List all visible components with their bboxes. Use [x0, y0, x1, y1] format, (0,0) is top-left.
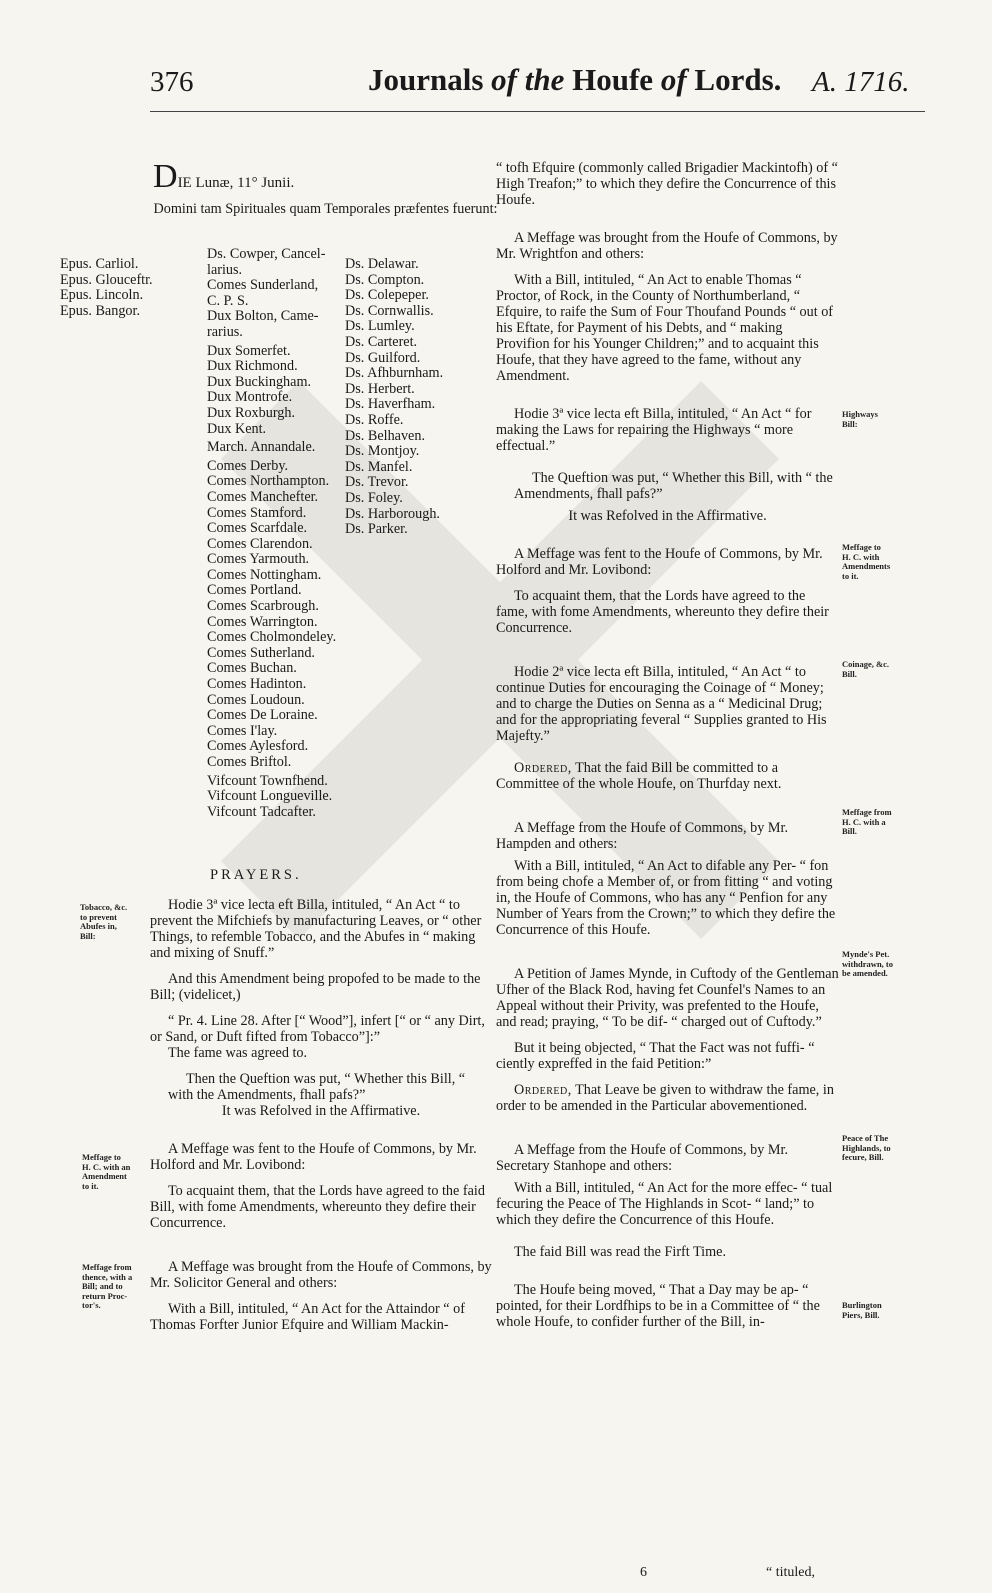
peer-name: Dux Kent. [207, 420, 267, 437]
baron-name: Ds. Manfel. [345, 458, 413, 475]
baron-name: Ds. Haverfham. [345, 396, 436, 413]
peer-name: Comes Sunderland, [207, 277, 319, 294]
tobacco-agreed: The fame was agreed to. [168, 1045, 308, 1061]
peer-name: Comes Briftol. [207, 754, 292, 770]
margin-note-line: Meffage to [842, 542, 881, 552]
highways-resolved: It was Refolved in the Affirmative. [568, 508, 767, 524]
peer-name: Dux Somerfet. [207, 342, 291, 359]
tobacco-amendment: And this Amendment being propofed to be made to the Bill; (videlicet,) [150, 971, 481, 1003]
baron-name: Ds. Cornwallis. [345, 302, 434, 319]
message-sent-1-text: To acquaint them, that the Lords have agreed to the faid Bill, with fome Amendments, whereunto they defire their Concurrence. [150, 1183, 485, 1231]
baron-name: Ds. Compton. [345, 271, 425, 288]
margin-note-line: H. C. with [842, 551, 880, 562]
pension-bill: With a Bill, intituled, “ An Act to difable any Per- “ fon from being chofe a Member of, or from fitting “ and voting in, the Houfe of Commons, who has any “ Penfion for any Number of Years from the Crown;” to which they defire the Concurrence of this Houfe. [496, 858, 836, 938]
left-column [150, 897, 492, 1333]
bishop-name: Epus. Lincoln. [60, 287, 144, 304]
coinage-bill-reading: Hodie 2ª vice lecta eft Billa, intituled, “ An Act “ to continue Duties for encouraging the Coinage of “ Money; and to charge the Duties on Senna as a “ Medicinal Drug; and for the appropriating feveral “ Supplies granted to His Majefty.” [496, 664, 827, 744]
peer-name: Vifcount Townfhend. [207, 772, 328, 789]
baron-name: Ds. Harborough. [345, 505, 440, 522]
margin-note-line: Highlands, to [842, 1142, 891, 1153]
margin-note-line: Abufes in, [80, 921, 117, 931]
peer-name: Dux Roxburgh. [207, 404, 296, 421]
peer-name: rarius. [207, 323, 243, 340]
margin-note-line: to it. [82, 1180, 99, 1191]
margin-note-line: Bill: [842, 418, 858, 429]
margin-note-peace [842, 1134, 891, 1163]
peer-name: Comes Portland. [207, 582, 302, 599]
highlands-first-reading: The faid Bill was read the Firft Time. [514, 1244, 726, 1260]
message-brought-3: A Meffage from the Houfe of Commons, by Mr. Hampden and others: [496, 820, 788, 852]
baron-name: Ds. Guilford. [345, 349, 421, 366]
margin-note-message-hc [82, 1153, 130, 1191]
tobacco-resolved: It was Refolved in the Affirmative. [221, 1103, 421, 1119]
baron-name: Ds. Foley. [345, 489, 403, 506]
margin-note-line: Meffage to [82, 1152, 121, 1162]
header-rule [150, 111, 925, 112]
peer-name: Ds. Cowper, Cancel- [207, 246, 326, 262]
baron-name: Ds. Delawar. [345, 256, 419, 272]
peer-name: Comes Loudoun. [207, 691, 305, 708]
highlands-bill: With a Bill, intituled, “ An Act for the more effec- “ tual fecuring the Peace of The Highlands in Scot- “ land;” to which they defire the Concurrence of this Houfe. [496, 1180, 833, 1228]
message-brought-4: A Meffage from the Houfe of Commons, by Mr. Secretary Stanhope and others: [496, 1142, 788, 1174]
margin-note-line: tor's. [82, 1300, 101, 1310]
margin-note-line: Amendments [842, 561, 891, 571]
baron-name: Ds. Carteret. [345, 333, 418, 350]
peer-name: Comes Yarmouth. [207, 551, 310, 568]
peer-name: Comes Scarbrough. [207, 598, 319, 615]
burlington-motion: The Houfe being moved, “ That a Day may be ap- “ pointed, for their Lordfhips to be in a Committee of “ the whole Houfe, to confider further of the Bill, in- [496, 1282, 820, 1330]
peer-name: Comes Northampton. [207, 473, 330, 490]
peer-name: larius. [207, 261, 243, 278]
peers-list [207, 247, 336, 820]
bishop-name: Epus. Glouceftr. [60, 271, 153, 288]
peer-name: Dux Bolton, Came- [207, 308, 319, 325]
baron-name: Ds. Herbert. [345, 380, 415, 397]
margin-note-line: H. C. with a [842, 816, 886, 827]
baron-name: Ds. Afhburnham. [345, 365, 444, 382]
peer-name: Comes Warrington. [207, 613, 318, 630]
margin-note-line: to prevent [80, 911, 117, 922]
coinage-order: Ordered, That the faid Bill be committed to a Committee of the whole Houfe, on Thurfday next. [496, 760, 782, 792]
mynde-objection: But it being objected, “ That the Fact was not fuffi- “ ciently expreffed in the faid Petition:” [496, 1040, 815, 1072]
tobacco-question: Then the Queftion was put, “ Whether this Bill, “ with the Amendments, fhall pafs?” [168, 1071, 466, 1103]
message-sent-2-text: To acquaint them, that the Lords have agreed to the fame, with fome Amendments, whereunto they defire their Concurrence. [496, 588, 829, 636]
margin-note-line: Tobacco, &c. [80, 902, 128, 912]
margin-note-message-from [82, 1263, 132, 1311]
margin-note-burlington [842, 1301, 882, 1320]
peer-name: C. P. S. [207, 292, 249, 309]
margin-note-line: Burlington [842, 1300, 882, 1310]
baron-name: Ds. Trevor. [345, 474, 409, 491]
margin-note-line: Highways [842, 409, 878, 419]
margin-note-line: H. C. with an [82, 1161, 131, 1172]
message-sent-1: A Meffage was fent to the Houfe of Commons, by Mr. Holford and Mr. Lovibond: [150, 1141, 477, 1173]
margin-note-line: Coinage, &c. [842, 659, 889, 669]
peer-name: Dux Montrofe. [207, 389, 293, 406]
margin-note-line: Bill. [842, 826, 857, 836]
attainder-bill: With a Bill, intituled, “ An Act for the Attaindor “ of Thomas Forfter Junior Efquire and William Mackin- [150, 1301, 465, 1333]
peer-name: Comes Manchefter. [207, 488, 319, 505]
peer-name: Comes Cholmondeley. [207, 629, 337, 646]
peer-name: Comes Clarendon. [207, 535, 313, 552]
margin-note-line: Bill; and to [82, 1281, 123, 1291]
page-signature: 6 [640, 1565, 647, 1580]
margin-note-coinage [842, 660, 889, 679]
margin-note-line: withdrawn, to [842, 958, 894, 969]
baron-name: Ds. Parker. [345, 521, 408, 538]
margin-note-line: be amended. [842, 968, 888, 978]
sitting-date: DIE Lunæ, 11° Junii. [153, 158, 295, 195]
page-title: Journals of the Houfe of Lords. [368, 62, 782, 97]
catchword: “ tituled, [766, 1565, 815, 1580]
attainder-bill-cont: “ tofh Efquire (commonly called Brigadier Mackintofh) of “ High Treafon;” to which they defire the Concurrence of this Houfe. [496, 160, 838, 208]
barons-list [345, 257, 443, 538]
margin-note-line: to it. [842, 570, 859, 581]
margin-note-line: Mynde's Pet. [842, 949, 890, 959]
attendance-heading: Domini tam Spirituales quam Temporales præfentes fuerunt: [153, 201, 498, 217]
peer-name: Dux Buckingham. [207, 373, 312, 390]
proctor-bill: With a Bill, intituled, “ An Act to enable Thomas “ Proctor, of Rock, in the County of Northumberland, “ Efquire, to raife the Sum of Four Thoufand Pounds “ out of his Eftate, for Payment of his Debts, and “ making Provifion for his Younger Children;” and to acquaint this Houfe, that they have agreed to the fame, without any Amendment. [496, 272, 834, 384]
peer-name: Comes Sutherland. [207, 644, 315, 661]
peer-name: Comes Buchan. [207, 660, 297, 677]
peer-name: Comes Aylesford. [207, 738, 309, 755]
bishop-name: Epus. Bangor. [60, 302, 140, 319]
peer-name: Comes I'lay. [207, 722, 278, 739]
bishop-name: Epus. Carliol. [60, 256, 139, 272]
margin-note-line: Amendment [82, 1171, 127, 1181]
baron-name: Ds. Belhaven. [345, 427, 425, 444]
highways-bill-reading: Hodie 3ª vice lecta eft Billa, intituled, “ An Act “ for making the Laws for repairing the Highways “ more effectual.” [496, 406, 812, 454]
mynde-petition: A Petition of James Mynde, in Cuftody of the Gentleman Ufher of the Black Rod, having fet Counfel's Names to an Appeal without their Privity, was prefented to the Houfe, and read; praying, “ To be dif- “ charged out of Cuftody.” [496, 966, 839, 1030]
margin-note-line: Piers, Bill. [842, 1309, 880, 1320]
margin-note-line: Peace of The [842, 1133, 889, 1143]
peer-name: Vifcount Tadcafter. [207, 803, 316, 820]
margin-note-line: Meffage from [82, 1262, 132, 1272]
message-brought-1: A Meffage was brought from the Houfe of Commons, by Mr. Solicitor General and others: [150, 1259, 492, 1291]
baron-name: Ds. Lumley. [345, 318, 415, 335]
message-sent-2: A Meffage was fent to the Houfe of Commons, by Mr. Holford and Mr. Lovibond: [496, 546, 823, 578]
prayers-heading: PRAYERS. [210, 867, 302, 883]
baron-name: Ds. Roffe. [345, 411, 404, 428]
peer-name: Dux Richmond. [207, 358, 298, 375]
margin-note-highways [842, 410, 878, 429]
margin-note-line: Bill: [80, 930, 96, 941]
margin-note-message-from-2 [842, 808, 892, 837]
peer-name: Comes De Loraine. [207, 707, 318, 724]
page-year: A. 1716. [812, 66, 910, 98]
page-number: 376 [150, 66, 194, 98]
peer-name: March. Annandale. [207, 439, 316, 456]
peer-name: Comes Stamford. [207, 504, 307, 521]
margin-note-tobacco [80, 903, 127, 941]
baron-name: Ds. Montjoy. [345, 443, 420, 460]
peer-name: Comes Derby. [207, 457, 289, 474]
right-column [496, 160, 839, 1330]
margin-note-line: fecure, Bill. [842, 1152, 884, 1162]
message-brought-2: A Meffage was brought from the Houfe of Commons, by Mr. Wrightfon and others: [496, 230, 838, 262]
peer-name: Comes Scarfdale. [207, 520, 308, 537]
peer-name: Comes Hadinton. [207, 676, 307, 693]
margin-note-line: Meffage from [842, 807, 892, 817]
margin-note-line: thence, with a [82, 1271, 133, 1282]
tobacco-amendment-text: “ Pr. 4. Line 28. After [“ Wood”], infert [“ or “ any Dirt, or Sand, or Duft fifted from Tobacco”]:” [150, 1013, 485, 1045]
margin-note-message-hc-2 [842, 543, 890, 581]
mynde-order: Ordered, That Leave be given to withdraw the fame, in order to be amended in the Particular abovementioned. [496, 1082, 834, 1114]
highways-question: The Queftion was put, “ Whether this Bill, with “ the Amendments, fhall pafs?” [514, 470, 833, 502]
peer-name: Vifcount Longueville. [207, 788, 333, 805]
bishops-list [60, 257, 153, 319]
margin-note-line: return Proc- [82, 1290, 128, 1301]
tobacco-bill-reading: Hodie 3ª vice lecta eft Billa, intituled, “ An Act “ to prevent the Mifchiefs by manufacturing Leaves, or “ other Things, to refemble Tobacco, and the Abufes in “ making and mixing of Snuff.” [150, 897, 482, 961]
peer-name: Comes Nottingham. [207, 566, 322, 583]
margin-note-mynde [842, 950, 893, 979]
baron-name: Ds. Colepeper. [345, 287, 429, 304]
margin-note-line: Bill. [842, 668, 857, 679]
